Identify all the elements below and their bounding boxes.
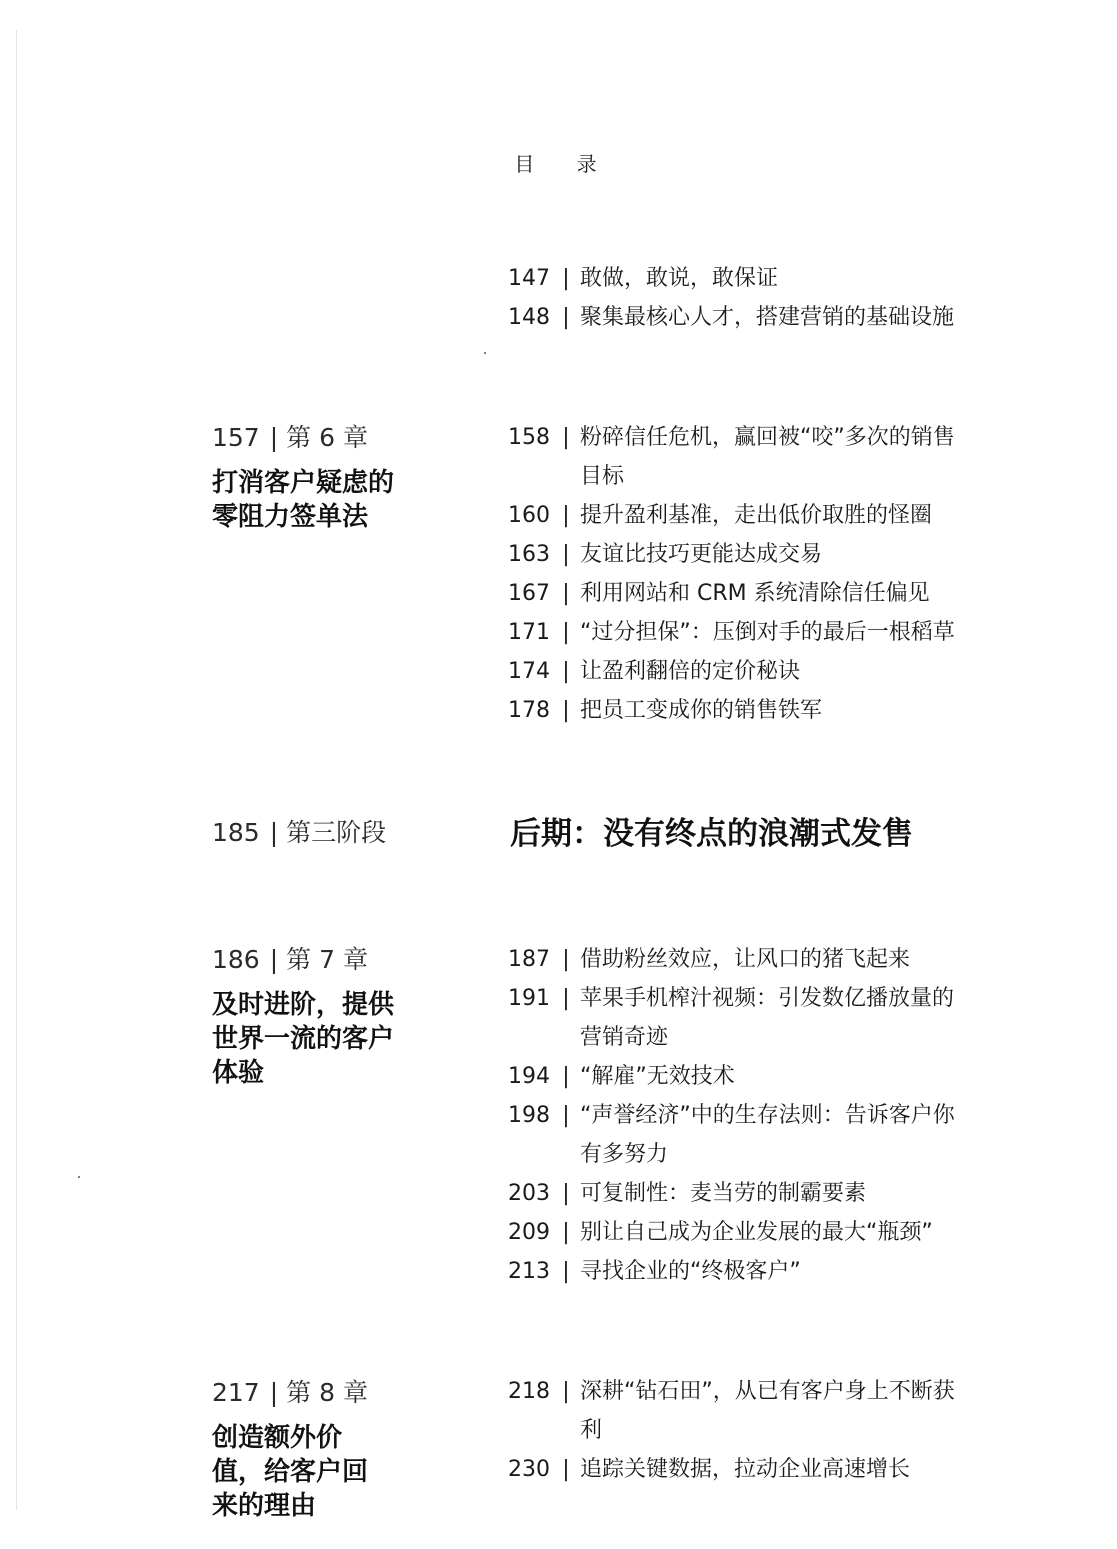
entry-page: 198 [508,1103,550,1128]
chapter-page: 157 [212,423,260,452]
part-3 [212,817,442,849]
toc-entry[interactable] [508,940,988,979]
entry-separator: | [562,698,570,723]
entry-page: 218 [508,1379,550,1404]
entry-page: 163 [508,542,550,567]
scan-speck [484,352,486,354]
chapter-title: 打消客户疑虑的零阻力签单法 [212,468,395,532]
entry-text: 把员工变成你的销售铁军 [580,698,823,723]
chapter-separator: | [269,1378,279,1407]
toc-entry[interactable] [508,1213,988,1252]
chapter-separator: | [269,423,279,452]
entry-text: 敢做，敢说，敢保证 [580,266,779,291]
part-page: 185 [212,818,260,847]
chapter-title: 创造额外价值，给客户回来的理由 [212,1423,369,1521]
entry-separator: | [562,1259,570,1284]
part-title: 后期：没有终点的浪潮式发售 [510,816,913,852]
entry-separator: | [562,266,570,291]
chapter-page: 217 [212,1378,260,1407]
entry-separator: | [562,1064,570,1089]
entry-page: 160 [508,503,550,528]
toc-entry[interactable] [508,574,988,613]
page-edge-line [16,30,17,1510]
entry-page: 167 [508,581,550,606]
entry-separator: | [562,542,570,567]
toc-entry[interactable] [508,691,988,730]
entry-separator: | [562,659,570,684]
chapter-page: 186 [212,945,260,974]
entry-text: 别让自己成为企业发展的最大“瓶颈” [580,1220,933,1245]
entry-text: 利用网站和 CRM 系统清除信任偏见 [580,581,930,606]
toc-entry[interactable] [508,1174,988,1213]
entry-page: 171 [508,620,550,645]
part-heading[interactable] [212,817,442,849]
toc-entry[interactable] [508,298,988,337]
entry-page: 147 [508,266,550,291]
chapter-8 [212,1377,442,1523]
part-separator: | [269,818,279,847]
scan-speck [78,1176,80,1178]
chapter-6-entries [508,418,988,730]
toc-entry[interactable] [508,1096,988,1174]
entry-page: 230 [508,1457,550,1482]
entry-page: 213 [508,1259,550,1284]
top-entries [508,259,988,337]
entry-page: 158 [508,425,550,450]
entry-page: 178 [508,698,550,723]
chapter-separator: | [269,945,279,974]
entry-separator: | [562,581,570,606]
entry-separator: | [562,1220,570,1245]
entry-text: 可复制性：麦当劳的制霸要素 [580,1181,867,1206]
entry-text: “过分担保”：压倒对手的最后一根稻草 [580,620,955,645]
toc-entry[interactable] [508,418,988,496]
entry-text: “声誉经济”中的生存法则：告诉客户你有多努力 [580,1103,955,1167]
toc-entry[interactable] [508,613,988,652]
entry-text: 苹果手机榨汁视频：引发数亿播放量的营销奇迹 [580,986,955,1050]
entry-page: 194 [508,1064,550,1089]
entry-text: 友谊比技巧更能达成交易 [580,542,823,567]
entry-text: 寻找企业的“终极客户” [580,1259,801,1284]
entry-separator: | [562,947,570,972]
chapter-label: 第 6 章 [286,423,368,452]
entry-page: 203 [508,1181,550,1206]
chapter-label: 第 8 章 [286,1378,368,1407]
toc-entry[interactable] [508,1252,988,1291]
chapter-label: 第 7 章 [286,945,368,974]
entry-separator: | [562,1379,570,1404]
part-label: 第三阶段 [286,818,387,847]
toc-entry[interactable] [508,496,988,535]
chapter-7-entries [508,940,988,1291]
chapter-6 [212,422,442,534]
entry-page: 209 [508,1220,550,1245]
toc-entry[interactable] [508,979,988,1057]
chapter-8-entries [508,1372,988,1489]
entry-page: 174 [508,659,550,684]
toc-header: 目 录 [514,152,615,176]
entry-text: 深耕“钻石田”，从已有客户身上不断获利 [580,1379,955,1443]
entry-page: 148 [508,305,550,330]
toc-entry[interactable] [508,1450,988,1489]
entry-text: 追踪关键数据，拉动企业高速增长 [580,1457,911,1482]
chapter-heading[interactable] [212,944,442,976]
toc-entry[interactable] [508,535,988,574]
entry-page: 187 [508,947,550,972]
toc-entry[interactable] [508,1372,988,1450]
entry-separator: | [562,620,570,645]
entry-separator: | [562,305,570,330]
entry-separator: | [562,986,570,1011]
entry-separator: | [562,1181,570,1206]
entry-text: 让盈利翻倍的定价秘诀 [580,659,801,684]
entry-page: 191 [508,986,550,1011]
entry-text: “解雇”无效技术 [580,1064,735,1089]
entry-separator: | [562,503,570,528]
entry-text: 借助粉丝效应，让风口的猪飞起来 [580,947,911,972]
toc-entry[interactable] [508,1057,988,1096]
toc-entry[interactable] [508,652,988,691]
entry-text: 粉碎信任危机，赢回被“咬”多次的销售目标 [580,425,955,489]
chapter-title: 及时进阶，提供世界一流的客户体验 [212,990,395,1088]
entry-text: 提升盈利基准，走出低价取胜的怪圈 [580,503,933,528]
entry-separator: | [562,425,570,450]
entry-separator: | [562,1103,570,1128]
entry-text: 聚集最核心人才，搭建营销的基础设施 [580,305,955,330]
chapter-heading[interactable] [212,1377,442,1409]
toc-entry[interactable] [508,259,988,298]
chapter-heading[interactable] [212,422,442,454]
chapter-7 [212,944,442,1090]
entry-separator: | [562,1457,570,1482]
